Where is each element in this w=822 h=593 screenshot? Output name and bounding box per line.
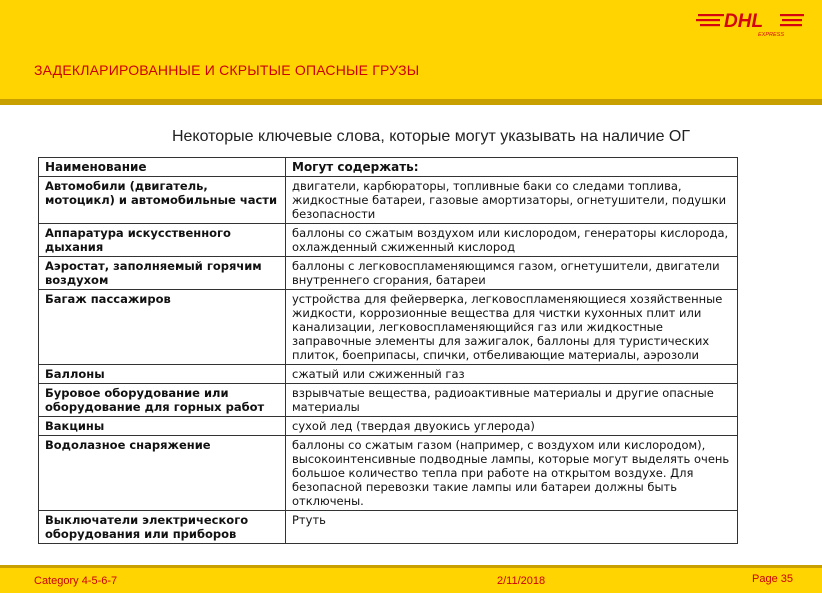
footer-page-number: Page 35	[752, 573, 793, 585]
dhl-logo-speedlines	[696, 14, 724, 26]
dhl-logo-speedlines-right	[780, 14, 804, 26]
column-header-contents: Могут содержать:	[286, 158, 738, 177]
dhl-logo-tagline: EXPRESS	[758, 32, 784, 38]
slide-subtitle: Некоторые ключевые слова, которые могут указывать на наличие ОГ	[171, 128, 691, 145]
row-name: Баллоны	[39, 365, 286, 384]
row-name: Буровое оборудование или оборудование для горных работ	[39, 384, 286, 417]
row-contents: взрывчатые вещества, радиоактивные материалы и другие опасные материалы	[286, 384, 738, 417]
row-contents: устройства для фейерверка, легковоспламеняющиеся хозяйственные жидкости, коррозионные вещества для чистки кухонных плит или канализации, легковоспламеняющийся газ или жидкостные заправочные элементы для зажигалок, баллоны для туристических плиток, боеприпасы, спички, отбеливающие материалы, аэрозоли	[286, 290, 738, 365]
footer-date: 2/11/2018	[497, 575, 546, 587]
footer-category: Category 4-5-6-7	[34, 575, 118, 587]
table-header-row	[39, 158, 738, 177]
row-contents: двигатели, карбюраторы, топливные баки со следами топлива, жидкостные батареи, газовые амортизаторы, огнетушители, подушки безопасности	[286, 177, 738, 224]
row-contents: сухой лед (твердая двуокись углерода)	[286, 417, 738, 436]
table-row	[39, 177, 738, 224]
table-row	[39, 224, 738, 257]
row-name: Аэростат, заполняемый горячим воздухом	[39, 257, 286, 290]
row-contents: сжатый или сжиженный газ	[286, 365, 738, 384]
row-name: Багаж пассажиров	[39, 290, 286, 365]
dhl-logo-wordmark: DHL	[724, 11, 764, 32]
row-name: Водолазное снаряжение	[39, 436, 286, 511]
table-row	[39, 365, 738, 384]
table-row	[39, 417, 738, 436]
table-row	[39, 290, 738, 365]
row-contents: Ртуть	[286, 511, 738, 544]
table-row	[39, 511, 738, 544]
header-divider	[0, 99, 822, 105]
row-name: Вакцины	[39, 417, 286, 436]
row-contents: баллоны с легковоспламеняющимся газом, огнетушители, двигатели внутреннего сгорания, батареи	[286, 257, 738, 290]
table-row	[39, 436, 738, 511]
table-row	[39, 257, 738, 290]
footer-band	[0, 565, 822, 593]
row-name: Выключатели электрического оборудования или приборов	[39, 511, 286, 544]
dangerous-goods-table	[38, 157, 738, 544]
row-name: Автомобили (двигатель, мотоцикл) и автомобильные части	[39, 177, 286, 224]
row-contents: баллоны со сжатым газом (например, с воздухом или кислородом), высокоинтенсивные подводные лампы, которые могут выделять очень большое количество тепла при работе на открытом воздухе. Для безопасной перевозки такие лампы или батареи должны быть отключены.	[286, 436, 738, 511]
row-name: Аппаратура искусственного дыхания	[39, 224, 286, 257]
table-row	[39, 384, 738, 417]
dhl-logo	[696, 10, 806, 38]
row-contents: баллоны со сжатым воздухом или кислородом, генераторы кислорода, охлажденный сжиженный кислород	[286, 224, 738, 257]
slide-title: ЗАДЕКЛАРИРОВАННЫЕ И СКРЫТЫЕ ОПАСНЫЕ ГРУЗЫ	[34, 62, 420, 78]
column-header-name: Наименование	[39, 158, 286, 177]
